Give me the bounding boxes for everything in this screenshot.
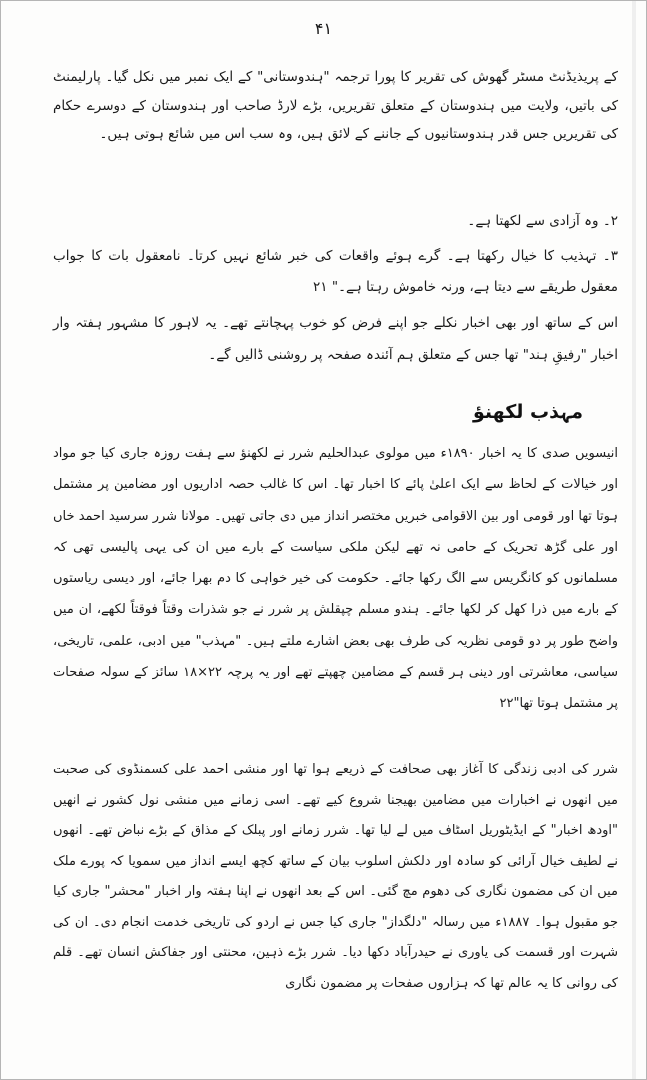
paragraph-muhazzab: انیسویں صدی کا یہ اخبار ۱۸۹۰ء میں مولوی عبدالحلیم شرر نے لکھنؤ سے ہفت روزہ جاری کیا جو مواد اور خیالات کے لحاظ سے ایک اعلیٰ پائے کا اخبار تھا۔ اس کا غالب حصہ اداریوں اور مضامین پر مشتمل ہوتا تھا اور قومی اور بین الاقوامی خبریں مختصر انداز میں دی جاتی تھیں۔ مولانا شرر سرسید احمد خاں اور علی گڑھ تحریک کے حامی نہ تھے لیکن ملکی سیاست کے بارے میں ان کی یہی پالیسی تھی کہ مسلمانوں کو کانگریس سے الگ رکھا جائے۔ حکومت کی خیر خواہی کا دم بھرا جائے، اور دیسی ریاستوں کے بارے میں ذرا کھل کر لکھا جائے۔ ہندو مسلم چپقلش پر شرر نے جو شذرات وقتاً فوقتاً لکھے، ان میں واضح طور پر دو قومی نظریہ کی طرف بھی بعض اشارے ملتے ہیں۔ "مہذب" میں ادبی، علمی، تاریخی، سیاسی، معاشرتی اور دینی ہر قسم کے مضامین چھپتے تھے اور یہ پرچہ ۲۲×۱۸ سائز کے سولہ صفحات پر مشتمل ہوتا تھا"۲۲ (53, 446, 619, 712)
page-number: ۴۱ (314, 19, 333, 38)
page-edge-shadow (632, 1, 636, 1079)
section-heading: مہذب لکھنؤ (473, 401, 583, 423)
paragraph-sharar: شرر کی ادبی زندگی کا آغاز بھی صحافت کے ذریعے ہوا تھا اور منشی احمد علی کسمنڈوی کی صحبت میں انھوں نے اخبارات میں مضامین بھیجنا شروع کیے تھے۔ اسی زمانے میں منشی نول کشور نے انھیں "اودھ اخبار" کے ایڈیٹوریل اسٹاف میں لے لیا تھا۔ شرر زمانے اور پبلک کے مذاق کے بڑے نباض تھے۔ انھوں نے لطیف خیال آرائی کو سادہ اور دلکش اسلوب بیان کے ساتھ کچھ ایسے انداز میں سمویا کہ پورے ملک میں ان کی مضمون نگاری کی دھوم مچ گئی۔ اس کے بعد انھوں نے اپنا ہفتہ وار اخبار "محشر" جاری کیا جو مقبول ہوا۔ ۱۸۸۷ء میں رسالہ "دلگداز" جاری کیا جس نے اردو کی تاریخی خدمت انجام دی۔ ان کی شہرت اور قسمت کی یاوری نے حیدرآباد دکھا دیا۔ شرر بڑے ذہین، محنتی اور جفاکش انسان تھے۔ قلم کی روانی کا یہ عالم تھا کہ ہزاروں صفحات پر مضمون نگاری (53, 762, 618, 991)
list-item-3: ۳۔ تہذیب کا خیال رکھتا ہے۔ گرے ہوئے واقعات کی خبر شائع نہیں کرتا۔ نامعقول بات کا جواب معقول طریقے سے دیتا ہے، ورنہ خاموش رہتا ہے۔" ۲۱ (53, 248, 618, 295)
paragraph-hindustani: کے پریذیڈنٹ مسٹر گھوش کی تقریر کا پورا ترجمہ "ہندوستانی" کے ایک نمبر میں نکل گیا۔ پارلیمنٹ کی باتیں، ولایت میں ہندوستان کے متعلق تقریریں، بڑے لارڈ صاحب اور ہندوستان کے دوسرے حکام کی تقریریں جس قدر ہندوستانیوں کے جاننے کے لائق ہیں، وہ سب اس میں شائع ہوتی ہیں۔ (53, 69, 618, 142)
paragraph-rafiq-e-hind: اس کے ساتھ اور بھی اخبار نکلے جو اپنے فرض کو خوب پہچانتے تھے۔ یہ لاہور کا مشہور ہفتہ وار اخبار "رفیقِ ہند" تھا جس کے متعلق ہم آئندہ صفحہ پر روشنی ڈالیں گے۔ (53, 315, 618, 363)
list-item-2: ۲۔ وہ آزادی سے لکھتا ہے۔ (467, 213, 618, 229)
